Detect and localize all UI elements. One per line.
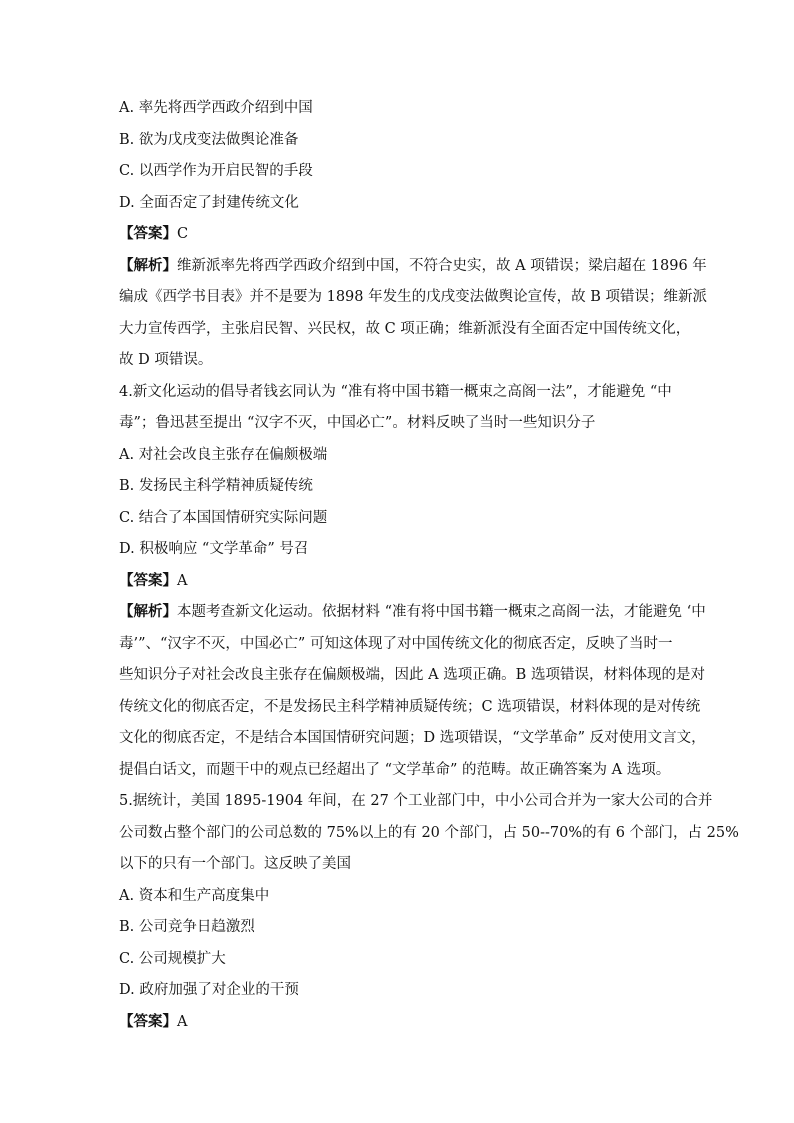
option-a: A. 率先将西学西政介绍到中国	[119, 100, 313, 116]
question-5-answer	[119, 1012, 679, 1032]
analysis-line: 大力宣传西学，主张启民智、兴民权，故 C 项正确；维新派没有全面否定中国传统文化，	[119, 320, 691, 337]
option-b: B. 欲为戊戌变法做舆论准备	[119, 131, 299, 148]
option-b: B. 发扬民主科学精神质疑传统	[119, 478, 313, 494]
question-3-analysis	[119, 256, 707, 371]
answer-value: A	[177, 1013, 188, 1030]
question-4-stem	[119, 382, 679, 434]
analysis-line: 文化的彻底否定，不是结合本国国情研究问题；D 选项错误，“文学革命” 反对使用文言文，	[119, 730, 706, 746]
analysis-line: 毒’”、“汉字不灭，中国必亡” 可知这体现了对中国传统文化的彻底否定，反映了当时一	[119, 635, 673, 652]
stem-line: 毒”；鲁迅甚至提出 “汉字不灭，中国必亡”。材料反映了当时一些知识分子	[119, 415, 596, 431]
stem-line: 5.据统计，美国 1895-1904 年间，在 27 个工业部门中，中小公司合并为一家大公司的合并	[119, 793, 713, 809]
option-d: D. 积极响应 “文学革命” 号召	[119, 541, 309, 557]
question-4-analysis	[119, 602, 706, 780]
option-a: A. 资本和生产高度集中	[119, 887, 270, 904]
option-c: C. 公司规模扩大	[119, 950, 226, 967]
document-content	[119, 98, 739, 1043]
analysis-label: 【解析】	[119, 256, 177, 274]
analysis-text: 本题考查新文化运动。依据材料 “准有将中国书籍一概束之高阁一法，才能避免 ‘中	[177, 604, 706, 620]
stem-line: 以下的只有一个部门。这反映了美国	[119, 856, 351, 872]
answer-label: 【答案】	[119, 1012, 177, 1030]
analysis-line: 些知识分子对社会改良主张存在偏颇极端，因此 A 选项正确。B 选项错误，材料体现的是对	[119, 667, 705, 683]
analysis-line	[119, 256, 707, 276]
answer-value: A	[177, 572, 188, 589]
analysis-label: 【解析】	[119, 603, 177, 620]
question-5-options	[119, 886, 679, 1001]
option-c: C. 以西学作为开启民智的手段	[119, 163, 313, 179]
analysis-line: 传统文化的彻底否定，不是发扬民主科学精神质疑传统；C 选项错误，材料体现的是对传统	[119, 698, 701, 715]
analysis-line: 编成《西学书目表》并不是要为 1898 年发生的戊戌变法做舆论宣传，故 B 项错误；维新派	[119, 289, 707, 305]
option-a: A. 对社会改良主张存在偏颇极端	[119, 446, 328, 463]
answer-label: 【答案】	[119, 225, 177, 242]
answer-value: C	[177, 226, 189, 242]
option-b: B. 公司竞争日趋激烈	[119, 919, 255, 935]
analysis-text: 维新派率先将西学西政介绍到中国，不符合史实，故 A 项错误；梁启超在 1896 年	[177, 257, 707, 274]
question-3-answer	[119, 224, 679, 244]
question-3-options	[119, 98, 679, 213]
answer-label: 【答案】	[119, 571, 177, 589]
option-d: D. 全面否定了封建传统文化	[119, 194, 299, 211]
analysis-line: 故 D 项错误。	[119, 352, 213, 368]
question-4-options	[119, 445, 679, 560]
stem-line: 公司数占整个部门的公司总数的 75%以上的有 20 个部门，占 50--70%的有 6 个部门，占 25%	[119, 824, 739, 841]
option-c: C. 结合了本国国情研究实际问题	[119, 509, 328, 526]
analysis-line: 提倡白话文，而题干中的观点已经超出了 “文学革命” 的范畴。故正确答案为 A 选项。	[119, 761, 671, 778]
option-d: D. 政府加强了对企业的干预	[119, 982, 299, 998]
stem-line: 4.新文化运动的倡导者钱玄同认为 “准有将中国书籍一概束之高阁一法”，才能避免 “中	[119, 383, 672, 400]
analysis-line	[119, 602, 706, 622]
question-5-stem	[119, 791, 739, 874]
question-4-answer	[119, 571, 679, 591]
